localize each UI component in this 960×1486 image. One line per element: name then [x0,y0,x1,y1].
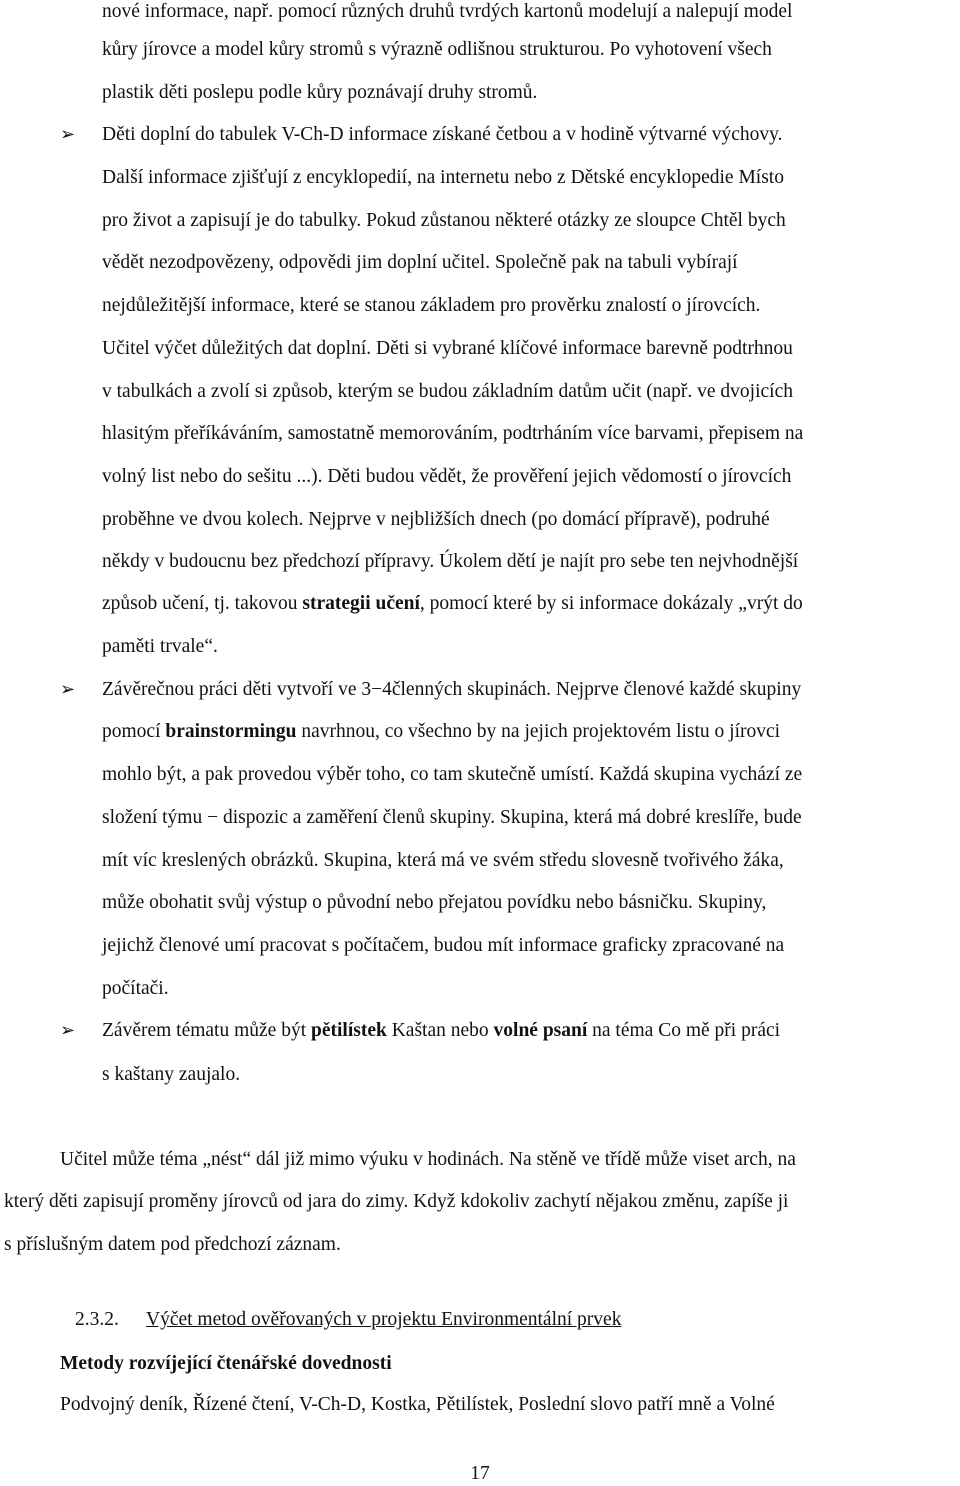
text-line: Závěrečnou práci děti vytvoří ve 3−4členných skupinách. Nejprve členové každé skupiny [102,679,802,700]
text-line: složení týmu − dispozic a zaměření členů skupiny. Skupina, která má dobré kreslíře, bude [102,807,802,828]
text-line: Děti doplní do tabulek V-Ch-D informace získané četbou a v hodině výtvarné výchovy. [102,124,783,145]
text-line [102,592,803,616]
text-line: vědět nezodpovězeny, odpovědi jim doplní učitel. Společně pak na tabuli vybírají [102,252,738,273]
text-line: s kaštany zaujalo. [102,1064,241,1085]
text-line: mít víc kreslených obrázků. Skupina, která má ve svém středu slovesně tvořivého žáka, [102,850,784,871]
text-line [102,1019,780,1043]
text-line: kůry jírovce a model kůry stromů s výrazně odlišnou strukturou. Po vyhotovení všech [102,39,772,60]
bold-term-strategie: strategii učení [302,593,420,614]
text-line: Další informace zjišťují z encyklopedií, na internetu nebo z Dětské encyklopedie Místo [102,167,784,188]
bullet-arrow-icon: ➢ [60,679,76,700]
text-line: nové informace, např. pomocí různých druhů tvrdých kartonů modelují a nalepují model [102,1,793,22]
text-line: pro život a zapisují je do tabulky. Pokud zůstanou některé otázky ze sloupce Chtěl bych [102,210,786,231]
text-span: způsob učení, tj. takovou [102,593,303,614]
section-number: 2.3.2. [75,1309,119,1330]
text-span: Závěrem tématu může být [102,1020,311,1041]
text-line: Učitel může téma „nést“ dál již mimo výuku v hodinách. Na stěně ve třídě může viset arch, na [60,1149,796,1170]
text-line [102,720,780,744]
text-line: s příslušným datem pod předchozí záznam. [4,1234,341,1255]
text-line: volný list nebo do sešitu ...). Děti budou vědět, že prověření jejich vědomostí o jírovcích [102,466,792,487]
text-span: na téma Co mě při práci [587,1020,781,1041]
text-line: může obohatit svůj výstup o původní nebo přejatou povídku nebo básničku. Skupiny, [102,892,767,913]
bullet-arrow-icon: ➢ [60,124,76,145]
text-line: jejichž členové umí pracovat s počítačem, budou mít informace graficky zpracované na [102,935,785,956]
section-title: Výčet metod ověřovaných v projektu Environmentální prvek [146,1309,622,1330]
bold-term-brainstorming: brainstormingu [165,721,297,742]
text-line: Podvojný deník, Řízené čtení, V-Ch-D, Kostka, Pětilístek, Poslední slovo patří mně a Volné [60,1394,775,1415]
text-line: nejdůležitější informace, které se stanou základem pro prověrku znalostí o jírovcích. [102,295,761,316]
bold-term-petilistek: pětilístek [311,1020,387,1041]
text-line: plastik děti poslepu podle kůry poznávají druhy stromů. [102,82,538,103]
text-span: pomocí [102,721,166,742]
text-span: , pomocí které by si informace dokázaly „vrýt do [419,593,803,614]
text-line: mohlo být, a pak provedou výběr toho, co tam skutečně umístí. Každá skupina vychází ze [102,764,803,785]
text-line: hlasitým přeříkáváním, samostatně memorováním, podtrháním více barvami, přepisem na [102,423,804,444]
text-line: v tabulkách a zvolí si způsob, kterým se budou základním datům učit (např. ve dvojicích [102,381,793,402]
text-span: navrhnou, co všechno by na jejich projektovém listu o jírovci [296,721,781,742]
text-line: který děti zapisují proměny jírovců od jara do zimy. Když kdokoliv zachytí nějakou změnu, zapíše ji [4,1191,789,1212]
subheading: Metody rozvíjející čtenářské dovednosti [60,1353,392,1374]
text-span: Kaštan nebo [386,1020,494,1041]
text-line: paměti trvale“. [102,636,218,657]
page-number: 17 [470,1463,490,1484]
text-line: někdy v budoucnu bez předchozí přípravy. Úkolem dětí je najít pro sebe ten nejvhodnější [102,551,799,572]
text-line: počítači. [102,978,169,999]
text-line: proběhne ve dvou kolech. Nejprve v nejbližších dnech (po domácí přípravě), podruhé [102,509,770,530]
bullet-arrow-icon: ➢ [60,1020,76,1041]
text-line: Učitel výčet důležitých dat doplní. Děti si vybrané klíčové informace barevně podtrhnou [102,338,793,359]
bold-term-volne-psani: volné psaní [493,1020,588,1041]
